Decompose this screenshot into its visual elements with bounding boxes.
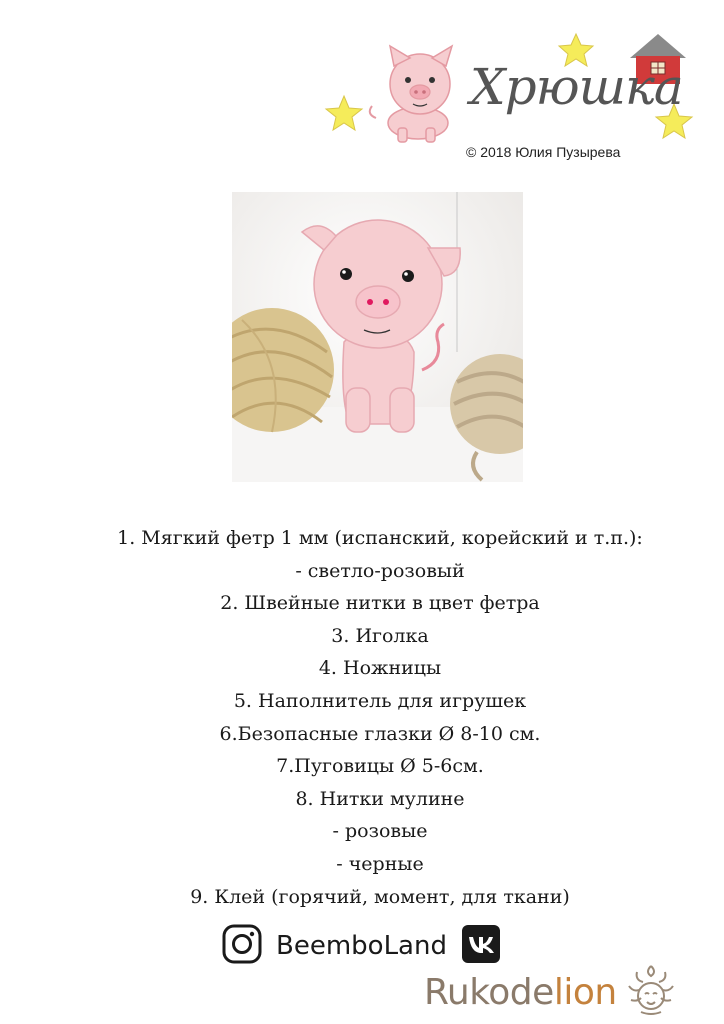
list-item: 8. Нитки мулине — [295, 787, 465, 810]
social-handle[interactable]: BeemboLand — [276, 931, 447, 961]
list-item: 6.Безопасные глазки Ø 8-10 см. — [219, 722, 541, 745]
list-item: 5. Наполнитель для игрушек — [233, 689, 527, 712]
list-item: - светло-розовый — [295, 559, 465, 582]
copyright-text: © 2018 Юлия Пузырева — [466, 144, 621, 160]
list-item: 2. Швейные нитки в цвет фетра — [220, 592, 540, 615]
watermark-text — [424, 972, 617, 1013]
pig-logo-icon — [370, 46, 452, 142]
header — [318, 28, 718, 168]
watermark-part1: Rukode — [424, 971, 554, 1013]
watermark-logo — [424, 962, 679, 1022]
instagram-icon[interactable] — [222, 924, 262, 968]
list-item: 9. Клей (горячий, момент, для ткани) — [190, 885, 570, 908]
list-item: - розовые — [332, 820, 428, 843]
list-item: 4. Ножницы — [318, 657, 442, 680]
lion-icon — [623, 962, 679, 1022]
page-title: Хрюшка — [470, 58, 683, 116]
star-icon — [326, 96, 362, 130]
watermark-part2: lion — [553, 971, 617, 1013]
list-item: - черные — [336, 852, 424, 875]
pig-toy-photo — [232, 192, 523, 482]
materials-list — [60, 522, 700, 913]
list-item: 7.Пуговицы Ø 5-6см. — [276, 755, 484, 778]
list-item: 1. Мягкий фетр 1 мм (испанский, корейский и т.п.): — [117, 527, 643, 549]
list-item: 3. Иголка — [331, 624, 429, 647]
